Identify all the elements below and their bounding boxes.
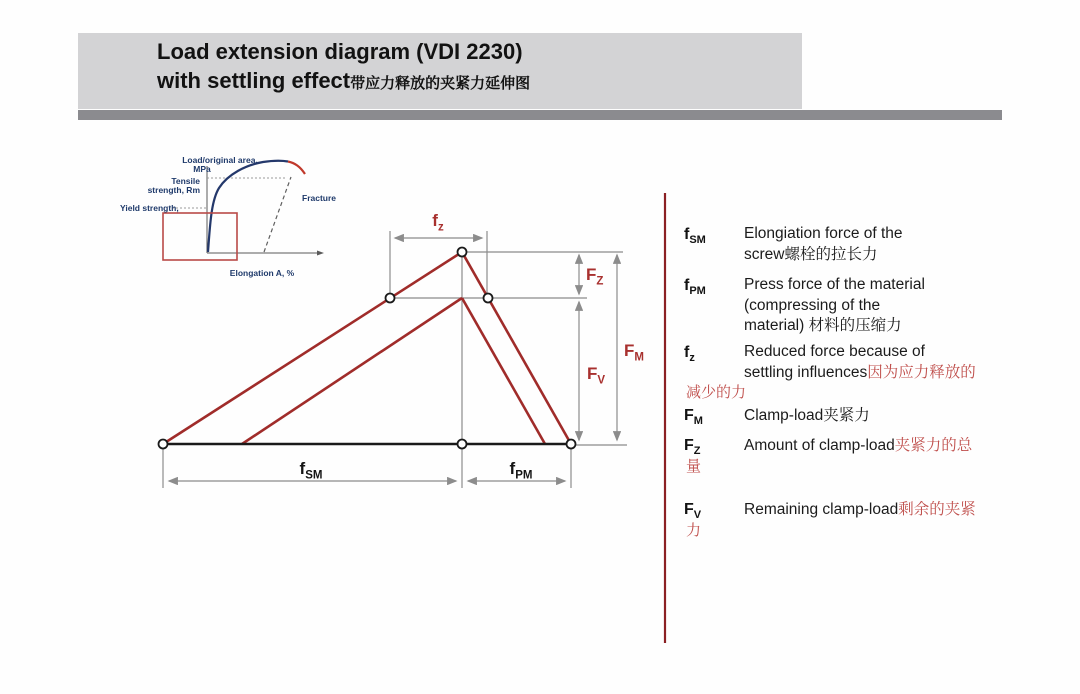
- inset-tensile-label-line1: Tensile: [171, 176, 200, 186]
- node-baseline-middle: [458, 440, 467, 449]
- material-compression-line-initial: [462, 252, 571, 444]
- screw-elastic-line-initial: [163, 252, 462, 444]
- page-title-line1: Load extension diagram (VDI 2230): [157, 39, 523, 64]
- material-compression-line-settled: [462, 298, 545, 444]
- legend-desc-fz-zh: 因为应力释放的: [867, 363, 976, 381]
- dimension-lines-group: [163, 231, 627, 488]
- legend-desc-fsm: Elongiation force of the screw螺栓的拉长力: [744, 225, 903, 263]
- legend-symbol-FV: $F_V$: [684, 501, 702, 522]
- legend-desc-fpm-zh: 材料的压缩力: [808, 317, 902, 334]
- label-FV: $F_V$: [587, 364, 606, 387]
- inset-y-axis-label-line2: MPa: [193, 164, 211, 174]
- legend-desc-FZ-zh: 夹紧力的总: [894, 437, 973, 454]
- page-title-line2: with settling effect带应力释放的夹紧力延伸图: [157, 68, 531, 93]
- legend-symbol-FZ: $F_Z$: [684, 437, 701, 458]
- node-markers-group: [159, 248, 576, 449]
- legend-desc-FV: Remaining clamp-load剩余的夹紧: [744, 501, 976, 518]
- inset-tensile-label-line2: strength, Rm: [147, 185, 200, 195]
- legend-desc-FM-zh: 夹紧力: [823, 407, 870, 424]
- legend-desc-fz-zh-overflow: 减少的力: [686, 384, 747, 401]
- node-settled-preload-right: [484, 294, 493, 303]
- legend-desc-fpm: Press force of the material (compressing of the material) 材料的压缩力: [744, 276, 925, 334]
- node-settled-preload-left: [386, 294, 395, 303]
- page-title-chinese: 带应力释放的夹紧力延伸图: [350, 75, 531, 92]
- label-fPM: $f_{PM}$: [509, 459, 533, 482]
- joint-diagram-lines-group: [163, 252, 571, 444]
- legend-desc-fz: Reduced force because of settling influences因为应力释放的: [744, 343, 976, 381]
- node-apex-initial-preload: [458, 248, 467, 257]
- legend-desc-fsm-zh: 螺栓的拉长力: [784, 245, 878, 263]
- node-baseline-left: [159, 440, 168, 449]
- node-baseline-right: [567, 440, 576, 449]
- legend-symbol-fpm: $f_{PM}$: [684, 277, 706, 298]
- label-FM: $F_M$: [624, 341, 644, 364]
- inset-y-axis-label-line1: Load/original area,: [182, 155, 258, 165]
- legend-desc-FM: Clamp-load夹紧力: [744, 407, 870, 424]
- legend-desc-FV-zh-overflow: 力: [686, 522, 702, 539]
- inset-x-axis-label: Elongation A, %: [229, 268, 295, 278]
- legend-symbol-fsm: $f_{SM}$: [684, 226, 706, 247]
- legend-symbol-fz: $f_z$: [684, 344, 695, 365]
- legend-desc-FZ: Amount of clamp-load夹紧力的总: [744, 437, 973, 454]
- inset-yield-label: Yield strength,: [120, 203, 179, 213]
- label-fSM: $f_{SM}$: [299, 459, 323, 482]
- label-FZ: $F_Z$: [586, 265, 604, 288]
- legend-symbol-FM: $F_M$: [684, 407, 703, 428]
- inset-fracture-label: Fracture: [302, 193, 337, 203]
- legend-desc-FV-zh: 剩余的夹紧: [898, 501, 976, 518]
- legend-desc-FZ-zh-overflow: 量: [686, 458, 702, 475]
- label-fz: $f_z$: [432, 211, 444, 234]
